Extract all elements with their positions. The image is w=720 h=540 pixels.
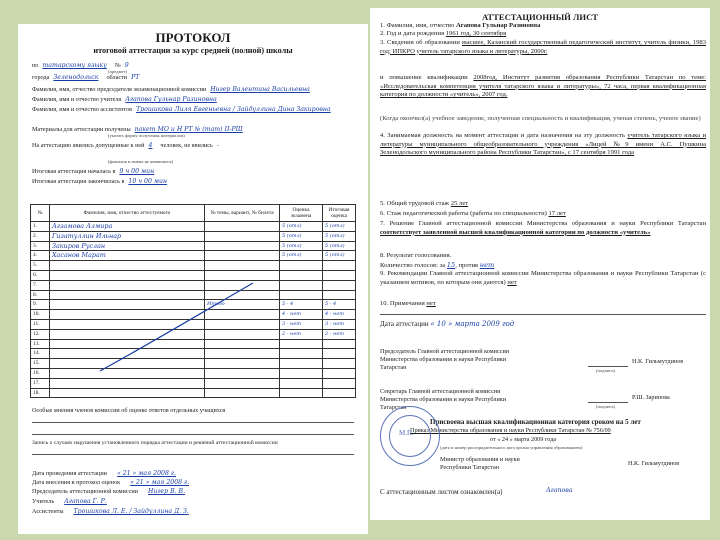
table-cell-ticket bbox=[205, 261, 280, 271]
table-cell-final bbox=[323, 339, 356, 349]
signature-hint: (подпись) bbox=[596, 368, 616, 373]
table-cell-final bbox=[323, 388, 356, 398]
table-cell-exam: 5 (отл) bbox=[280, 222, 323, 232]
table-cell-exam bbox=[280, 359, 323, 369]
chairman-name: Н.К. Гильмутдинов bbox=[632, 358, 684, 365]
table-cell-exam: 4 - нет bbox=[280, 310, 323, 320]
cert-item-3-hint: (Когда окончил(а) учебное заведение, полученная специальность и квалификация, ученая степень, ученое звание) bbox=[380, 115, 701, 122]
field-extra-label: человек, не явились bbox=[160, 142, 213, 149]
field-label: Фамилия, имя и отчество учителя bbox=[32, 96, 122, 103]
table-cell-ticket bbox=[205, 251, 280, 261]
table-cell-ticket bbox=[205, 241, 280, 251]
field-label: Председатель аттестационной комиссии bbox=[32, 488, 138, 495]
field-label: Фамилия, имя и отчество ассистентов bbox=[32, 106, 133, 113]
table-cell-exam: 5 - 4 bbox=[280, 300, 323, 310]
table-cell-exam bbox=[280, 270, 323, 280]
field-label: На аттестацию явились допущенные к ней bbox=[32, 142, 145, 149]
minister-name: Н.К. Гильмутдинов bbox=[628, 460, 680, 467]
field-label: Дата внесения в протокол оценок bbox=[32, 479, 121, 486]
seal-text: М.П. bbox=[399, 429, 414, 437]
cert-item-2: 2. Год и дата рождения 1961 год, 30 сентября bbox=[380, 30, 507, 37]
field-value: « 21 » мая 2008 г. bbox=[130, 479, 190, 486]
table-cell-num: 17. bbox=[31, 378, 50, 388]
secretary-name: Р.Ш. Зарипова bbox=[632, 394, 670, 401]
table-cell-ticket bbox=[205, 378, 280, 388]
table-cell-exam bbox=[280, 349, 323, 359]
table-cell-exam bbox=[280, 339, 323, 349]
field-label: Фамилия, имя, отчество председателя экзаменационной комиссии bbox=[32, 86, 207, 93]
table-cell-num: 14. bbox=[31, 349, 50, 359]
category-assigned: Присвоена высшая квалификационная категория сроком на 5 лет bbox=[430, 418, 641, 426]
cert-item-1: 1. Фамилия, имя, отчество Агапова Гульнар Разиновна bbox=[380, 22, 541, 29]
table-cell-exam bbox=[280, 368, 323, 378]
field-value: Нигер Валентина Васильевна bbox=[210, 86, 310, 93]
table-cell-final: 5 (отл) bbox=[323, 251, 356, 261]
table-cell-num: 10. bbox=[31, 310, 50, 320]
protocol-field bbox=[32, 62, 129, 69]
table-cell-final: 3 - нет bbox=[323, 319, 356, 329]
table-cell-final: 4 - нет bbox=[323, 310, 356, 320]
violations-label: Запись о случаях нарушения установленного порядка аттестации и решений аттестационной комиссии bbox=[32, 440, 278, 446]
attestation-date: Дата аттестации « 10 » марта 2009 год bbox=[380, 320, 515, 328]
cert-item-8-votes: Количество голосов: за 15, против нет bbox=[380, 261, 495, 269]
certificate-sheet bbox=[370, 8, 710, 520]
table-cell-final: 5 (отл) bbox=[323, 241, 356, 251]
table-cell-ticket bbox=[205, 231, 280, 241]
bottom-field bbox=[32, 508, 189, 515]
strike-line bbox=[98, 279, 258, 374]
table-cell-final bbox=[323, 261, 356, 271]
table-row bbox=[31, 222, 356, 232]
protocol-field bbox=[32, 178, 167, 185]
cert-item-8: 8. Результат голосования. bbox=[380, 252, 452, 259]
special-opinions-label: Особые мнения членов комиссии об оценке ответов отдельных учащихся bbox=[32, 407, 226, 414]
table-cell-final bbox=[323, 359, 356, 369]
minister-label: Министр образования и науки Республики Татарстан bbox=[440, 456, 520, 471]
cert-item-3: 3. Сведения об образовании высшее, Казанский государственный педагогический институт, учитель физики, 1983 год; ИПКРО учитель татарского языка и литературы, 2000г. bbox=[380, 39, 706, 55]
table-cell-name bbox=[50, 378, 205, 388]
field-extra-label: области bbox=[106, 74, 128, 81]
field-value: Нигер В. В. bbox=[147, 488, 186, 495]
table-cell-ticket bbox=[205, 222, 280, 232]
table-cell-exam bbox=[280, 280, 323, 290]
field-value: Агапова Гульнар Разиновна bbox=[125, 96, 217, 103]
official-seal bbox=[380, 406, 440, 466]
signature-line bbox=[588, 402, 628, 403]
field-value: Зеленодольск bbox=[53, 74, 99, 81]
divider bbox=[32, 434, 354, 435]
field-value: 10 ч 00 мин bbox=[128, 178, 168, 185]
column-header-final-grade: Итоговая оценка bbox=[323, 205, 356, 222]
table-cell-num: 16. bbox=[31, 368, 50, 378]
acquainted-signature: Агапова bbox=[546, 487, 573, 494]
protocol-field bbox=[32, 86, 310, 93]
field-hint: (указать форму получения материалов) bbox=[108, 133, 185, 138]
table-cell-exam: 2 - нет bbox=[280, 329, 323, 339]
bottom-field bbox=[32, 498, 107, 505]
table-cell-num: 6. bbox=[31, 270, 50, 280]
signature-line bbox=[588, 366, 628, 367]
table-cell-name: Закиров Руслан bbox=[50, 241, 205, 251]
table-cell-final bbox=[323, 378, 356, 388]
field-hint: (фамилия и имена не явившихся) bbox=[108, 159, 173, 164]
cert-item-6: 6. Стаж педагогической работы (работы по специальности) 17 лет bbox=[380, 210, 566, 217]
table-cell-num: 3. bbox=[31, 241, 50, 251]
table-cell-final: 5 (отл) bbox=[323, 231, 356, 241]
table-cell-num: 4. bbox=[31, 251, 50, 261]
table-cell-final bbox=[323, 280, 356, 290]
protocol-field bbox=[32, 74, 139, 81]
table-row bbox=[31, 241, 356, 251]
table-cell-exam: 5 (отл) bbox=[280, 231, 323, 241]
cert-item-9: 9. Рекомендации Главной аттестационной комиссии Министерства образования и науки Республики Татарстан (с указанием мотивов, по которым они даются) нет bbox=[380, 270, 706, 286]
table-cell-exam bbox=[280, 290, 323, 300]
table-cell-name bbox=[50, 388, 205, 398]
field-hint: (предмет) bbox=[108, 69, 128, 74]
field-value: Трошикова Л. Е. / Зайдуллина Д. З. bbox=[73, 508, 189, 515]
certificate-title: АТТЕСТАЦИОННЫЙ ЛИСТ bbox=[481, 12, 599, 22]
field-extra-value: РТ bbox=[131, 74, 140, 81]
table-cell-num: 9. bbox=[31, 300, 50, 310]
cert-item-7: 7. Решение Главной аттестационной комиссии Министерства образования и науки Республики Татарстан соответствует заявленной высшей квалификационной категории по должности «учитель» bbox=[380, 220, 706, 236]
field-value: « 21 » мая 2008 г. bbox=[116, 470, 176, 477]
secretary-label: Секретарь Главной аттестационной комиссии Министерства образования и науки Республики Татарстан bbox=[380, 388, 507, 411]
table-cell-name bbox=[50, 261, 205, 271]
field-extra-value: - bbox=[216, 142, 219, 149]
field-value: пакет МО и Н РТ № (тат) II-РШ bbox=[134, 126, 243, 133]
table-cell-ticket: Итого bbox=[205, 300, 280, 310]
table-cell-num: 11. bbox=[31, 319, 50, 329]
table-row bbox=[31, 251, 356, 261]
bottom-field bbox=[32, 470, 176, 477]
table-cell-final: 5 - 4 bbox=[323, 300, 356, 310]
table-row bbox=[31, 261, 356, 271]
protocol-field bbox=[32, 96, 217, 103]
protocol-field bbox=[32, 152, 36, 159]
table-cell-num: 15. bbox=[31, 359, 50, 369]
table-cell-num: 12. bbox=[31, 329, 50, 339]
table-cell-num: 5. bbox=[31, 261, 50, 271]
field-extra-value: 9 bbox=[124, 62, 129, 69]
table-row bbox=[31, 388, 356, 398]
table-cell-num: 18. bbox=[31, 388, 50, 398]
field-label: Итоговая аттестация началась в bbox=[32, 168, 116, 175]
table-cell-exam bbox=[280, 261, 323, 271]
field-label: Дата проведения аттестации bbox=[32, 470, 107, 477]
table-cell-ticket bbox=[205, 388, 280, 398]
table-cell-num: 13. bbox=[31, 339, 50, 349]
field-value: 4 bbox=[148, 142, 153, 149]
table-cell-name: Агзамова Алмира bbox=[50, 222, 205, 232]
table-cell-exam bbox=[280, 388, 323, 398]
column-header-ticket: № темы, вариант, № билета bbox=[205, 205, 280, 222]
order-number: Приказ Министерства образования и науки Республики Татарстан № 756/09 bbox=[410, 427, 611, 434]
bottom-field bbox=[32, 488, 185, 495]
table-cell-exam: 5 (отл) bbox=[280, 241, 323, 251]
field-value: 9 ч 00 мин bbox=[119, 168, 155, 175]
field-label: города bbox=[32, 74, 50, 81]
table-cell-exam: 3 - нет bbox=[280, 319, 323, 329]
field-label: Учитель bbox=[32, 498, 55, 505]
table-cell-num: 2. bbox=[31, 231, 50, 241]
order-date: от « 24 » марта 2009 года bbox=[490, 436, 557, 443]
column-header-exam-grade: Оценка экзамена bbox=[280, 205, 323, 222]
divider bbox=[380, 314, 706, 315]
cert-item-5: 5. Общий трудовой стаж 25 лет bbox=[380, 200, 469, 207]
table-cell-num: 1. bbox=[31, 222, 50, 232]
table-cell-final bbox=[323, 290, 356, 300]
table-cell-name: Гизатуллин Ильнар bbox=[50, 231, 205, 241]
protocol-field bbox=[32, 126, 243, 133]
field-value: Трошикова Лиля Евгеньевна / Зайдуллина Дина Закировна bbox=[136, 106, 331, 113]
acquainted-label: С аттестационным листом ознакомлен(а) bbox=[380, 488, 503, 496]
signature-hint: (подпись) bbox=[596, 404, 616, 409]
cert-item-10: 10. Примечания нет bbox=[380, 300, 436, 307]
divider bbox=[32, 454, 354, 455]
table-cell-final: 5 (отл) bbox=[323, 222, 356, 232]
table-cell-exam: 5 (отл) bbox=[280, 251, 323, 261]
chairman-label: Председатель Главной аттестационной комиссии Министерства образования и науки Республики Татарстан bbox=[380, 348, 510, 371]
table-row bbox=[31, 378, 356, 388]
field-label: Материалы для аттестации получены bbox=[32, 126, 131, 133]
divider bbox=[32, 422, 354, 423]
field-label: Ассистенты bbox=[32, 508, 64, 515]
table-cell-num: 8. bbox=[31, 290, 50, 300]
field-value: Агапова Г. Р. bbox=[64, 498, 107, 505]
protocol-title: ПРОТОКОЛ bbox=[155, 30, 231, 45]
bottom-field bbox=[32, 479, 189, 486]
table-cell-final bbox=[323, 349, 356, 359]
table-cell-final: 2 - нет bbox=[323, 329, 356, 339]
column-header-name: Фамилия, имя, отчество аттестуемого bbox=[50, 205, 205, 222]
protocol-field bbox=[32, 106, 331, 113]
table-header-row bbox=[31, 205, 356, 222]
field-label: по bbox=[32, 62, 39, 69]
table-cell-name: Хасанов Марат bbox=[50, 251, 205, 261]
field-value: татарскому языку bbox=[42, 62, 107, 69]
table-cell-final bbox=[323, 368, 356, 378]
column-header-number: № bbox=[31, 205, 50, 222]
table-cell-num: 7. bbox=[31, 280, 50, 290]
protocol-subtitle: итоговой аттестации за курс средней (полной) школы bbox=[93, 46, 293, 55]
table-row bbox=[31, 231, 356, 241]
field-label: Итоговая аттестация закончилась в bbox=[32, 178, 125, 185]
protocol-sheet bbox=[18, 24, 368, 534]
order-hint: (дата и номер распорядительного акта органа управления образованием) bbox=[440, 445, 583, 450]
protocol-field bbox=[32, 168, 154, 175]
table-cell-final bbox=[323, 270, 356, 280]
cert-item-3-qualification: и повышение квалификации 2008год, Институт развития образования Республики Татарстан по теме: «Исследовательская компетенция учителя татарского языка и литературы», 72 часа, первая квалификационная категория по должности «учитель», 2007 год. bbox=[380, 74, 706, 99]
table-cell-exam bbox=[280, 378, 323, 388]
protocol-field bbox=[32, 142, 219, 149]
cert-item-4: 4. Занимаемая должность на момент аттестации и дата назначения на эту должность учитель татарского языка и литературы муниципального общеобразовательного учреждения «Лицей №9 имени А.С. Пушкина Зеленодольского муниципального района Республики Татарстан», с 17 сентября 1991 года bbox=[380, 132, 706, 157]
field-extra-label: № bbox=[114, 62, 121, 69]
